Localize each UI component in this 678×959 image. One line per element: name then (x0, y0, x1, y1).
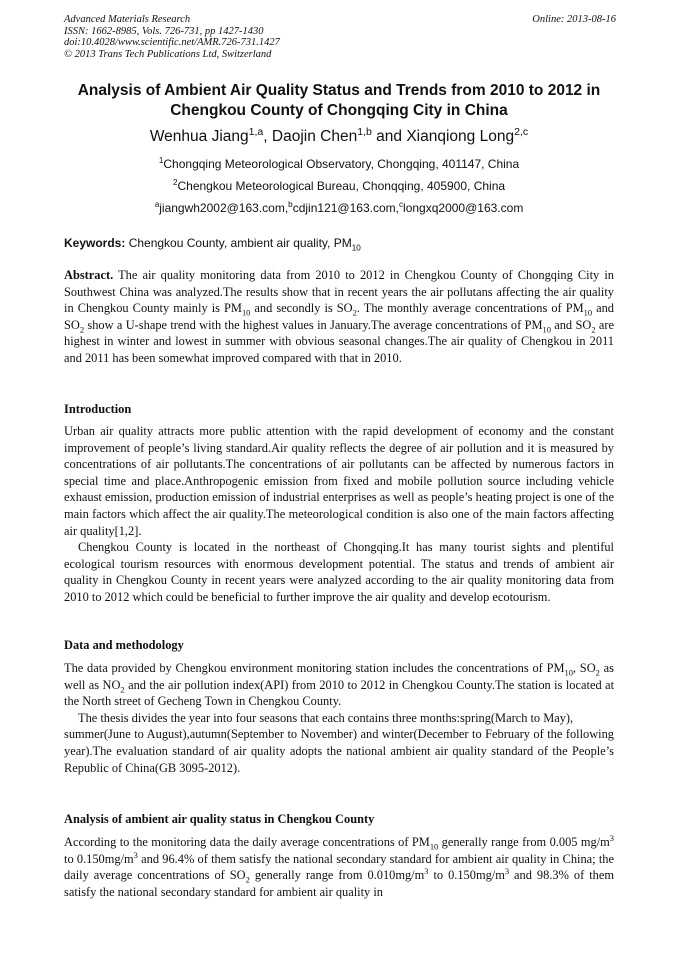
superscript: 3 (424, 866, 429, 877)
superscript: 3 (504, 866, 510, 877)
author-name: Daojin Chen (271, 128, 358, 145)
paragraph-text: The data provided by Chengkou environment monitoring station includes the concentrations of PM (64, 661, 565, 675)
doi-line: doi:10.4028/www.scientific.net/AMR.726-731.1427 (64, 37, 280, 48)
author-separator: and (371, 128, 407, 145)
abstract (64, 267, 614, 367)
keywords-text: Chengkou County, ambient air quality, PM (125, 236, 352, 250)
abstract-text: and secondly is SO (250, 301, 353, 316)
author-affiliation-mark: 1,b (357, 125, 372, 138)
subscript: 2 (591, 324, 596, 335)
paragraph-text: to 0.150mg/m (428, 868, 505, 883)
subscript: 2 (595, 667, 600, 678)
subscript: 10 (564, 667, 573, 678)
journal-meta (64, 14, 280, 60)
abstract-text: The air quality monitoring data from 2010 to 2012 in Chengkou County of Chongqing City in Southwest China was analyzed.The results show that in recent years the air pollutans affecting the air quality in Chengkou County mainly is PM (64, 268, 614, 316)
superscript: 3 (133, 849, 138, 860)
paper-title: Analysis of Ambient Air Quality Status and Trends from 2010 to 2012 in Chengkou County of Chongqing City in China (77, 82, 601, 119)
author-list (0, 125, 678, 146)
affiliation-number: 2 (172, 178, 178, 187)
section-heading-introduction: Introduction (64, 402, 132, 416)
keywords-label: Keywords: (64, 236, 126, 250)
online-date: Online: 2013-08-16 (532, 14, 616, 25)
email-mark: c (398, 200, 404, 209)
email-link[interactable]: cdjin121@163.com, (292, 201, 399, 215)
subscript: 10 (429, 841, 439, 852)
journal-name: Advanced Materials Research (64, 14, 191, 25)
introduction-body (64, 423, 614, 606)
affiliation-1 (0, 157, 678, 171)
subscript: 2 (120, 684, 125, 695)
author-affiliation-mark: 2,c (514, 125, 529, 138)
author-affiliation-mark: 1,a (248, 125, 264, 138)
email-link[interactable]: jiangwh2002@163.com, (159, 201, 289, 215)
subscript: 2 (79, 324, 85, 335)
abstract-text: and SO (550, 317, 592, 332)
subscript: 10 (351, 243, 361, 253)
superscript: 3 (609, 832, 614, 843)
author-name: Xianqiong Long (406, 128, 515, 145)
author-emails (0, 201, 678, 215)
data-methodology-body (64, 660, 614, 776)
email-mark: a (154, 200, 160, 209)
subscript: 10 (241, 307, 251, 318)
issn-line: ISSN: 1662-8985, Vols. 726-731, pp 1427-1430 (64, 25, 264, 37)
paragraph (64, 660, 614, 710)
paragraph-text: According to the monitoring data the daily average concentrations of PM (64, 835, 430, 849)
subscript: 2 (245, 874, 250, 885)
abstract-text: . The monthly average concentrations of PM (356, 301, 584, 316)
paragraph-text: generally range from 0.005 mg/m (438, 835, 610, 849)
keywords (64, 236, 361, 253)
paragraph: summer(June to August),autumn(September to November) and winter(December to February of the following year).The evaluation standard of air quality adopts the national ambient air quality standard of the People’s Republic of China(GB 3095-2012). (64, 727, 614, 775)
affiliation-text: Chongqing Meteorological Observatory, Chongqing, 401147, China (163, 157, 520, 171)
abstract-text: are highest in winter and lowest in summer with obvious seasonal changes.The air quality of Chengkou in 2011 and 2011 has been somewhat improved compared with that in 2010. (64, 317, 614, 365)
paragraph-text: , SO (572, 661, 596, 675)
email-link[interactable]: longxq2000@163.com (403, 201, 524, 215)
subscript: 2 (352, 307, 357, 318)
analysis-body (64, 834, 614, 900)
paragraph-text: and 96.4% of them satisfy the national secondary standard for ambient air quality in China; the daily average concentrations of SO (64, 851, 614, 883)
author-name: Wenhua Jiang (149, 128, 249, 145)
affiliation-text: Chengkou Meteorological Bureau, Chonqqing, 405900, China (177, 179, 506, 193)
affiliation-2 (0, 179, 678, 193)
paragraph-text: generally range from 0.010mg/m (249, 868, 425, 883)
abstract-text: show a U-shape trend with the highest values in January.The average concentrations of PM (84, 317, 543, 332)
section-heading-analysis: Analysis of ambient air quality status in Chengkou County (64, 812, 375, 826)
copyright-line: © 2013 Trans Tech Publications Ltd, Switzerland (64, 48, 272, 60)
abstract-label: Abstract. (64, 268, 114, 282)
subscript: 10 (542, 324, 551, 335)
subscript: 10 (583, 307, 593, 318)
affiliation-number: 1 (158, 156, 164, 165)
paragraph-text: and the air pollution index(API) from 2010 to 2012 in Chengkou County.The station is located at the North street of Gecheng Town in Chengkou County. (64, 677, 615, 709)
abstract-text: and SO (64, 301, 614, 332)
email-mark: b (288, 200, 293, 209)
paragraph-text: and 98.3% of them satisfy the national secondary standard for ambient air quality in (64, 868, 614, 899)
paragraph-text: to 0.150mg/m (64, 851, 134, 866)
paragraph: The thesis divides the year into four seasons that each contains three months:spring(March to May), (78, 710, 574, 725)
paragraph-text: as well as NO (64, 661, 614, 692)
paragraph: Chengkou County is located in the northeast of Chongqing.It has many tourist sights and plentiful ecological tourism resources with enormous development potential. The status and trends of ambient air quality in Chengkou County in recent years were analyzed according to the air quality monitoring data from 2010 to 2012 which could be beneficial to further improve the air quality and develop ecotourism. (64, 540, 614, 604)
author-separator: , (263, 128, 272, 145)
paragraph: Urban air quality attracts more public attention with the rapid development of economy and the constant improvement of people’s living standard.Air quality reflects the degree of air pollution and it is measured by concentrations of air pollutants.The concentrations of air pollutants can be affected by numerous factors in special time and place.Anthropogenic emission from fixed and mobile pollution source including vehicle exhaust emission, production emission of industrial enterprises as well as people’s heating project is one of the main factors which affect the air quality.The meteorological condition is also one of the main factors affecting air quality[1,2]. (64, 424, 614, 538)
section-heading-data-methodology: Data and methodology (64, 638, 184, 652)
